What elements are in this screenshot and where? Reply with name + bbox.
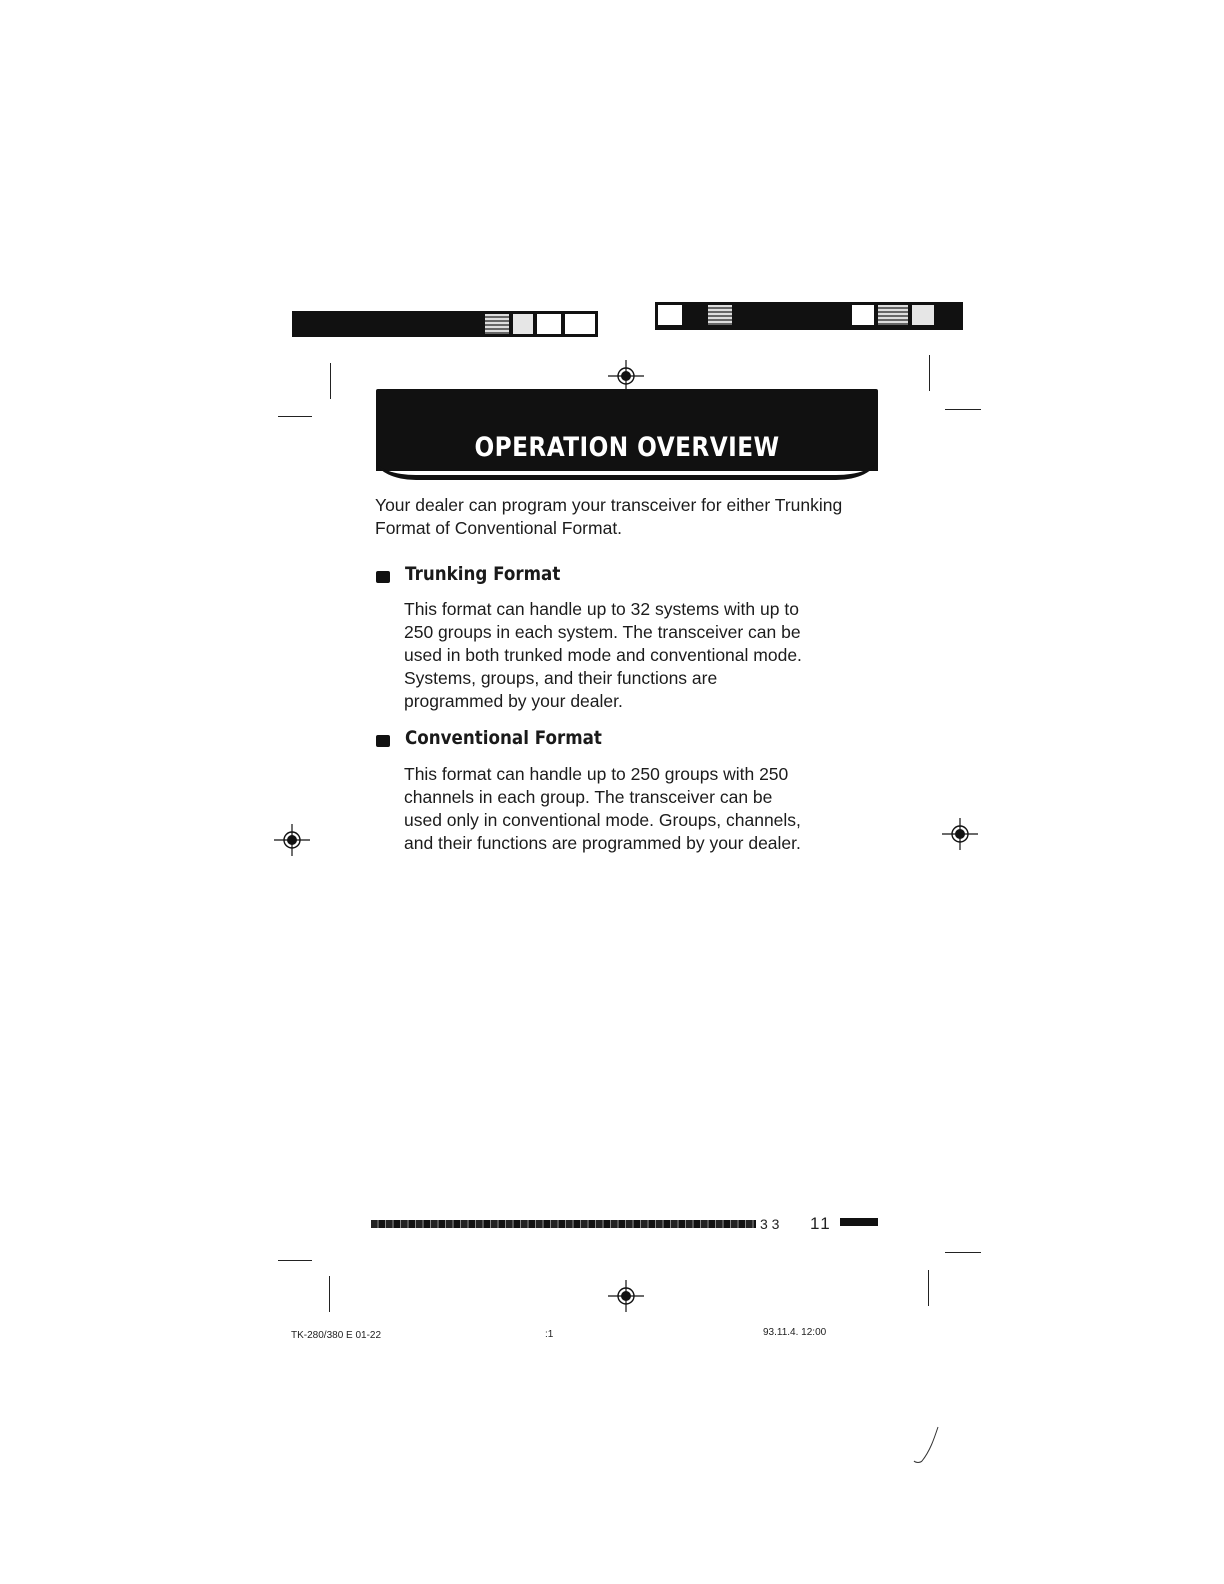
density-patch: [512, 313, 534, 335]
crop-mark: [929, 355, 930, 391]
section-body: [404, 763, 874, 855]
density-patch: [484, 313, 510, 335]
body-line: programmed by your dealer.: [404, 691, 623, 711]
density-patch: [657, 304, 683, 326]
crop-mark: [945, 1252, 981, 1253]
page-number: 11: [810, 1214, 832, 1233]
density-patch: [564, 313, 596, 335]
body-line: Systems, groups, and their functions are: [404, 668, 718, 688]
print-timestamp: 93.11.4. 12:00: [763, 1327, 827, 1338]
density-patch: [707, 304, 733, 326]
intro-text: Your dealer can program your transceiver for either Trunking Format of Conventional Format.: [375, 495, 843, 538]
square-bullet-icon: [376, 571, 390, 583]
crop-mark: [945, 409, 981, 410]
crop-mark: [329, 1276, 330, 1312]
page-title: OPERATION OVERVIEW: [474, 432, 780, 463]
body-line: This format can handle up to 250 groups with 250: [404, 764, 789, 784]
crop-mark: [330, 363, 331, 399]
body-line: channels in each group. The transceiver can be: [404, 787, 773, 807]
section-body: [404, 598, 874, 713]
body-line: This format can handle up to 32 systems with up to: [404, 599, 799, 619]
body-line: and their functions are programmed by your dealer.: [404, 833, 801, 853]
registration-mark-icon: [274, 822, 310, 858]
registration-mark-icon: [942, 816, 978, 852]
body-line: used in both trunked mode and conventional mode.: [404, 645, 802, 665]
sheet-mark: :1: [545, 1329, 554, 1340]
document-code: TK-280/380 E 01-22: [291, 1330, 382, 1341]
body-line: used only in conventional mode. Groups, channels,: [404, 810, 801, 830]
crop-mark: [928, 1270, 929, 1306]
section-heading: Trunking Format: [405, 563, 561, 585]
crop-mark: [278, 416, 312, 417]
body-line: 250 groups in each system. The transceiver can be: [404, 622, 801, 642]
print-density-bar-left: [292, 311, 598, 337]
density-patch: [911, 304, 935, 326]
footer-rule: [371, 1220, 756, 1228]
crop-mark: [278, 1260, 312, 1261]
print-density-bar-right: [655, 302, 963, 330]
density-patch: [851, 304, 875, 326]
density-patch: [877, 304, 909, 326]
footer-marks: 3 3: [760, 1216, 780, 1232]
density-patch: [536, 313, 562, 335]
footer-rule-tail: [840, 1218, 878, 1226]
section-heading: Conventional Format: [405, 727, 602, 749]
registration-mark-icon: [608, 1278, 644, 1314]
square-bullet-icon: [376, 735, 390, 747]
pen-mark-icon: [912, 1425, 942, 1465]
